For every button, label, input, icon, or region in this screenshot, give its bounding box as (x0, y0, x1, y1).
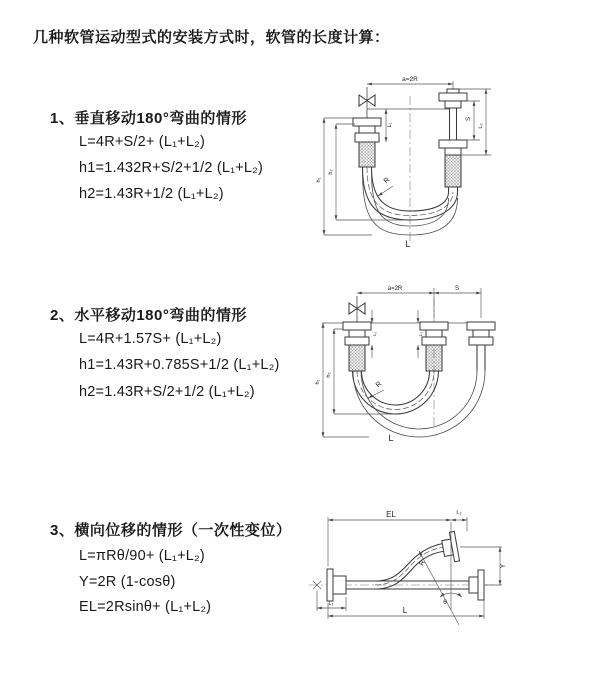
page-title: 几种软管运动型式的安装方式时，软管的长度计算： (33, 29, 390, 46)
hose-u-shape (353, 371, 439, 414)
radius-callout (378, 177, 393, 196)
d2-label-s: S (454, 286, 460, 292)
right-flange (469, 570, 484, 600)
section-2-formula-L: L=4R+1.57S+ (L₁+L₂) (79, 331, 222, 347)
section-3-formula-Y: Y=2R (1-cosθ) (79, 574, 176, 590)
section-2-formula-h1: h1=1.43R+0.785S+1/2 (L₁+L₂) (79, 357, 280, 373)
diagram-horizontal-180-bend (314, 280, 600, 455)
dim-l2 (451, 510, 467, 531)
dim-s (466, 101, 480, 140)
braided-hose-section (359, 142, 375, 167)
section-3-formula-L: L=πRθ/90+ (L₁+L₂) (79, 548, 205, 564)
d1-label-a2r: a=2R (402, 76, 418, 83)
dim-l (328, 600, 484, 619)
d1-label-s: S (466, 116, 472, 122)
diagram-vertical-180-bend (314, 72, 596, 254)
left-fitting (343, 322, 371, 371)
section-2-formula-h2: h2=1.43R+S/2+1/2 (L₁+L₂) (79, 384, 255, 400)
hose-u-shape-displaced (353, 371, 485, 437)
d1-label-h2: h₂ (328, 169, 334, 175)
d1-label-l2: L₂ (478, 123, 484, 129)
d2-label-l1: L₁ (372, 331, 377, 337)
dim-a2r (357, 286, 481, 318)
dim-l2 (418, 310, 423, 358)
valve-icon (359, 87, 375, 118)
section-1-formula-L: L=4R+S/2+ (L₁+L₂) (79, 134, 205, 150)
section-1-formula-h2: h2=1.43R+1/2 (L₁+L₂) (79, 186, 224, 202)
braided-hose-section (426, 345, 442, 371)
d1-label-h1: h₁ (316, 177, 322, 183)
section-1-heading: 1、垂直移动180°弯曲的情形 (50, 110, 247, 127)
section-3-heading: 3、横向位移的情形（一次性变位） (50, 522, 292, 539)
d1-label-l: L (405, 239, 411, 249)
d2-label-l2: L₂ (418, 331, 423, 337)
section-1-formula-h1: h1=1.432R+S/2+1/2 (L₁+L₂) (79, 160, 264, 176)
left-fitting (353, 118, 381, 167)
valve-icon (349, 296, 365, 322)
d3-label-r: R (418, 559, 427, 568)
displaced-flange (441, 531, 460, 563)
braided-hose-section (349, 345, 365, 371)
d3-label-l: L (402, 606, 408, 615)
d3-label-y: Y (500, 563, 507, 569)
d3-label-l2: L₂ (456, 510, 462, 516)
section-3-formula-EL: EL=2Rsinθ+ (L₁+L₂) (79, 599, 212, 615)
d3-label-theta: θ (443, 599, 447, 606)
d2-label-l: L (388, 433, 394, 443)
braided-hose-section (445, 155, 461, 187)
section-2-heading: 2、水平移动180°弯曲的情形 (50, 307, 247, 324)
d2-label-r: R (374, 380, 384, 390)
diagram-lateral-displacement (303, 505, 600, 657)
d2-label-h1: h₁ (315, 379, 321, 385)
left-flange (327, 569, 346, 601)
d1-label-l1: L₁ (387, 122, 393, 128)
dim-a2r (367, 76, 453, 89)
middle-fitting (420, 322, 448, 371)
d3-label-el: EL (386, 510, 396, 519)
d2-label-a2r: a=2R (387, 286, 403, 292)
right-fitting (439, 89, 467, 192)
right-fitting (467, 322, 495, 371)
radius-callout (368, 381, 384, 398)
dim-l1 (372, 310, 377, 358)
dim-el (328, 510, 451, 566)
d1-label-r: R (382, 176, 392, 186)
dim-l1 (386, 109, 393, 142)
dim-s (434, 286, 481, 293)
d2-label-h2: h₂ (326, 372, 332, 378)
d3-label-l1: L₁ (328, 601, 334, 607)
